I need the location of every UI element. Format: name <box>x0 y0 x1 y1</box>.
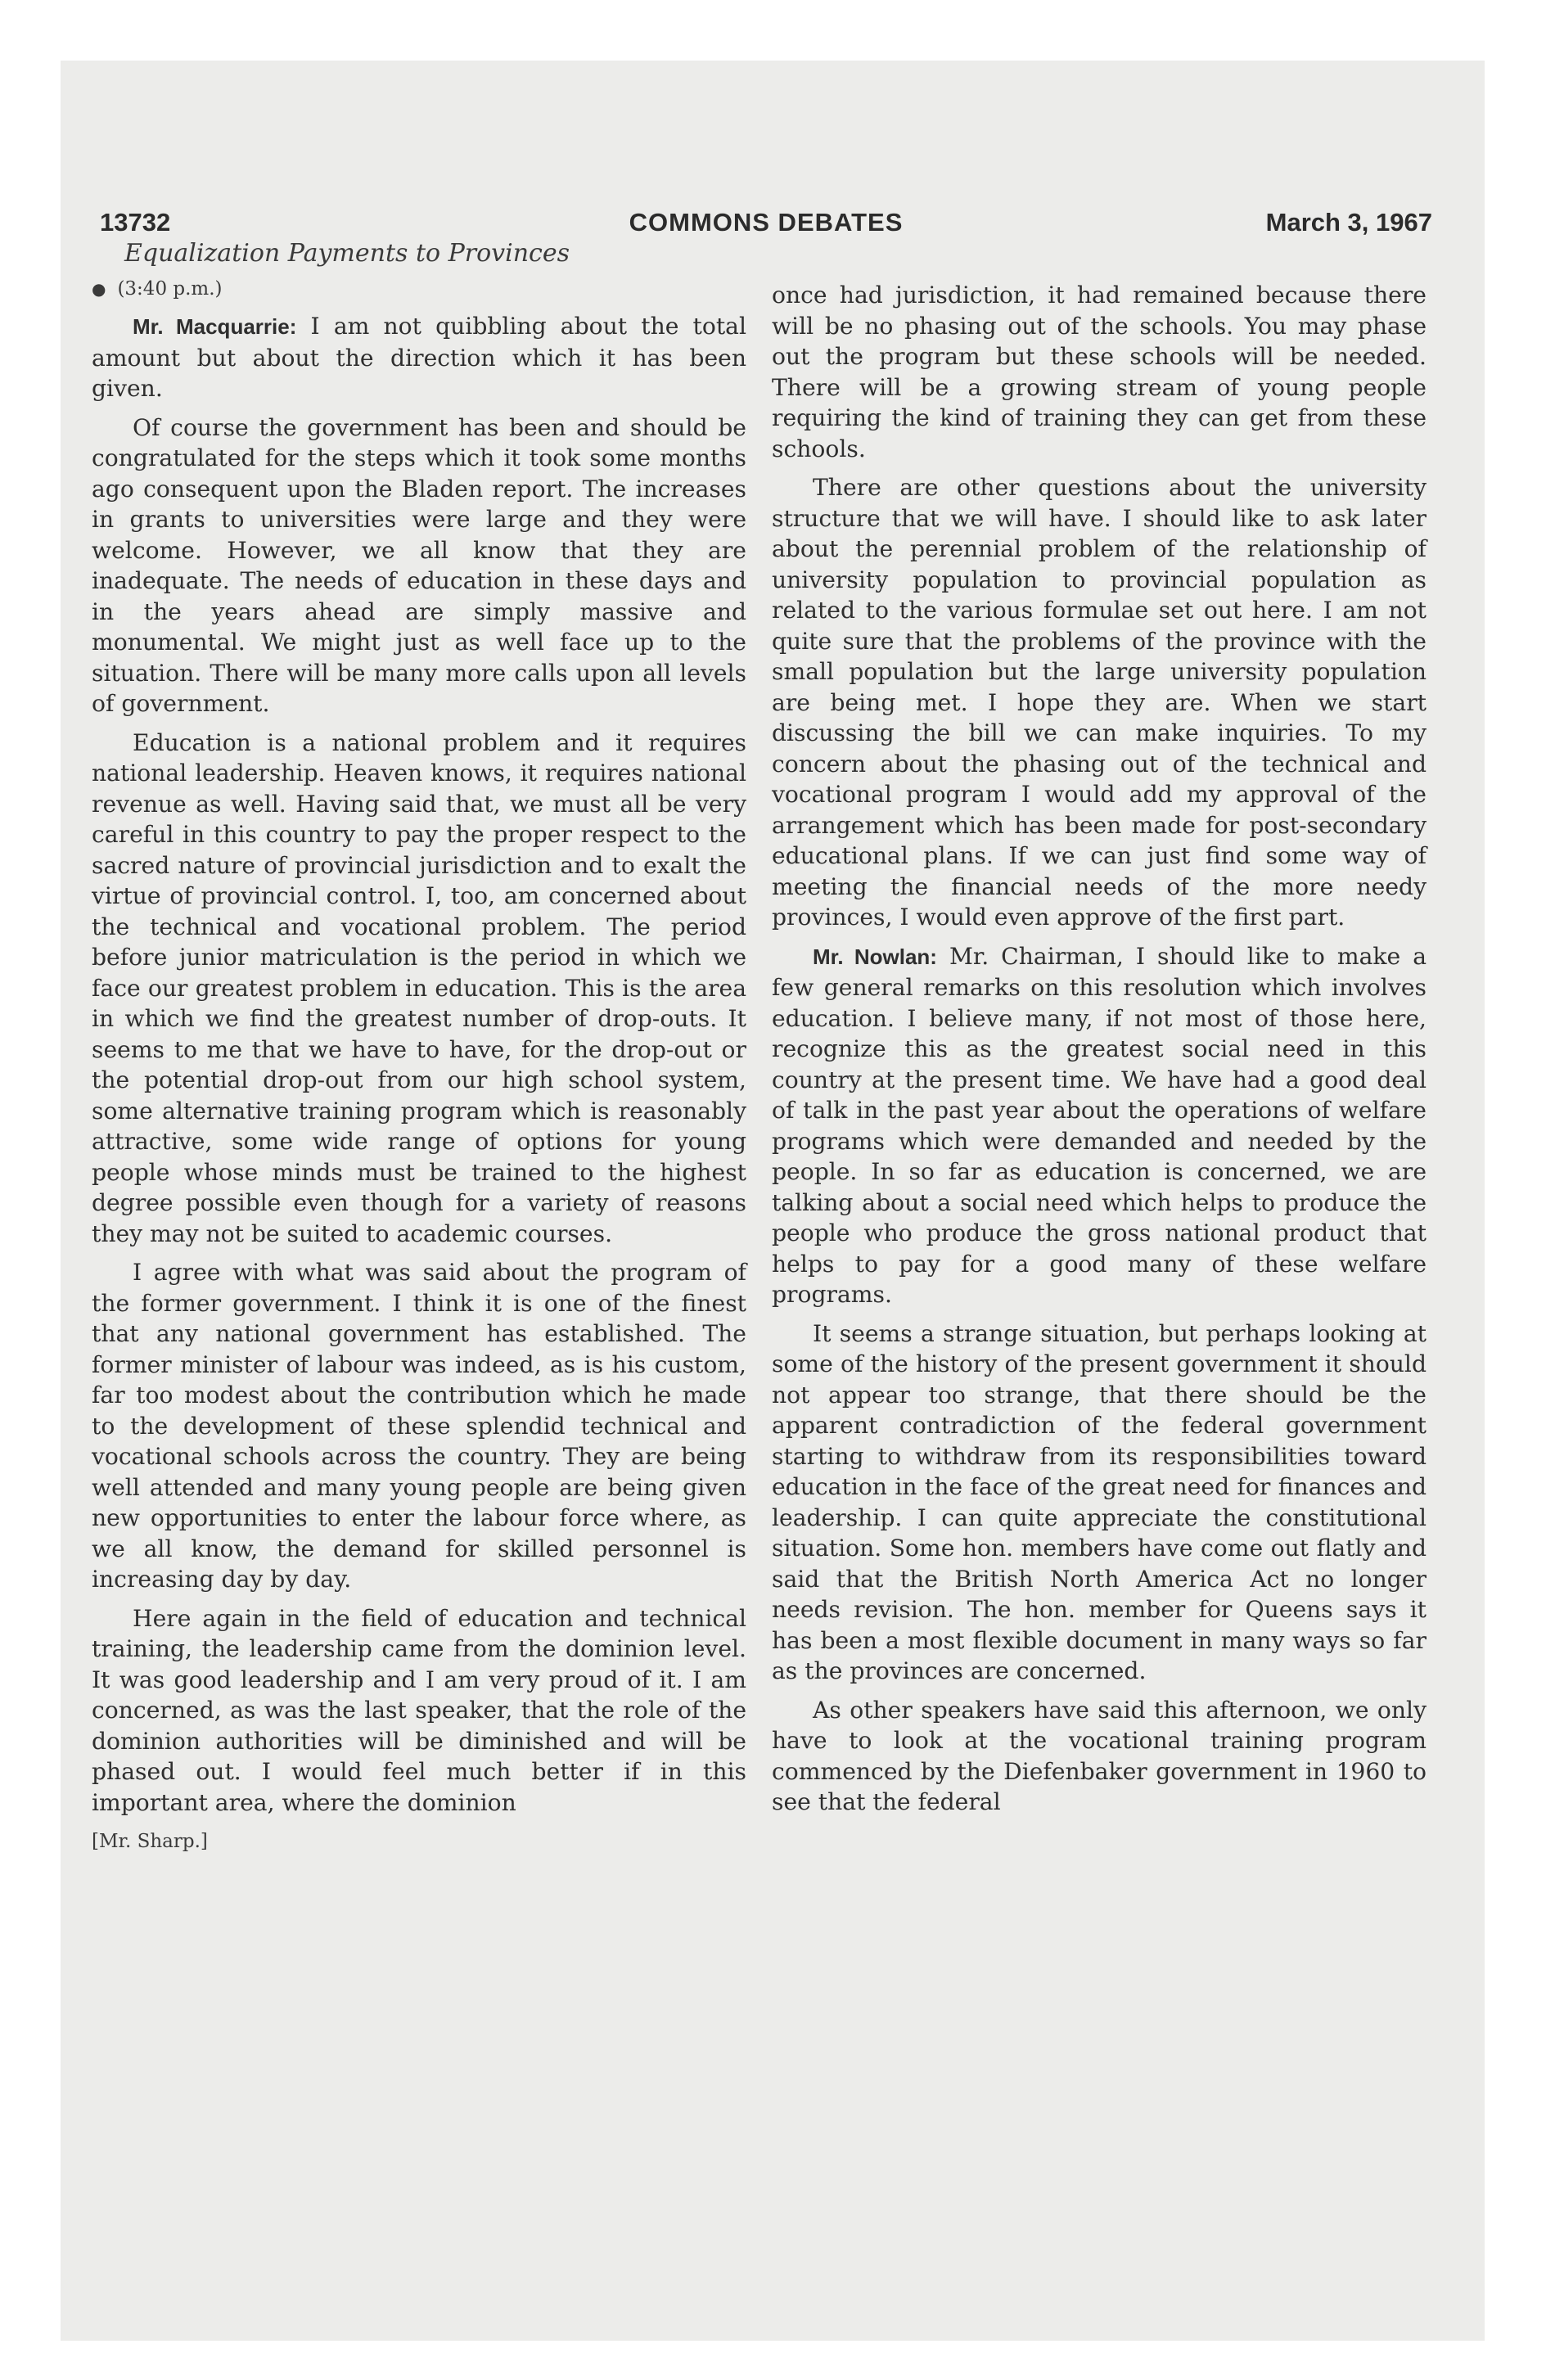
publication-title: COMMONS DEBATES <box>629 208 904 237</box>
footer-speaker-note: [Mr. Sharp.] <box>92 1831 208 1852</box>
page-number: 13732 <box>100 208 171 237</box>
left-column <box>92 311 746 1826</box>
paragraph <box>92 311 746 404</box>
section-subheading: Equalization Payments to Provinces <box>124 239 570 268</box>
paragraph-text: Mr. Chairman, I should like to make a few general remarks on this resolution which involves education. I believe many, if not most of those here, recognize this as the greatest social need in this country at the present time. We have had a good deal of talk in the past year about the operations of welfare programs which were demanded and needed by the people. In so far as education is concerned, we are talking about a social need which helps to produce the people who produce the gross national product that helps to pay for a good many of these welfare programs. <box>772 942 1427 1308</box>
timestamp <box>92 278 223 300</box>
paragraph: Of course the government has been and should be congratulated for the steps which it took some months ago consequent upon the Bladen report. The increases in grants to universities were large and they were welcome. However, we all know that they are inadequate. The needs of education in these days and in the years ahead are simply massive and monumental. We might just as well face up to the situation. There will be many more calls upon all levels of government. <box>92 413 746 717</box>
paragraph-text: I am not quibbling about the total amount but about the direction which it has been given. <box>92 313 747 402</box>
timestamp-text: (3:40 p.m.) <box>117 278 223 300</box>
speaker-name: Mr. Nowlan: <box>813 944 937 969</box>
bullet-icon: ● <box>92 279 106 299</box>
right-column <box>772 280 1427 1826</box>
paragraph: Here again in the field of education and technical training, the leadership came from the dominion level. It was good leadership and I am very proud of it. I am concerned, as was the last speaker, that the role of the dominion authorities will be diminished and will be phased out. I would feel much better if in this important area, where the dominion <box>92 1604 746 1816</box>
paragraph: As other speakers have said this afternoon, we only have to look at the vocational training program commenced by the Diefenbaker government in 1960 to see that the federal <box>772 1696 1427 1815</box>
paragraph: It seems a strange situation, but perhaps looking at some of the history of the present government it should not appear too strange, that there should be the apparent contradiction of the federal government starting to withdraw from its responsibilities toward education in the face of the great need for finances and leadership. I can quite appreciate the constitutional situation. Some hon. members have come out flatly and said that the British North America Act no longer needs revision. The hon. member for Queens says it has been a most flexible document in many ways so far as the provinces are concerned. <box>772 1319 1427 1684</box>
paragraph: There are other questions about the university structure that we will have. I should like to ask later about the perennial problem of the relationship of university population to provincial population as related to the various formulae set out here. I am not quite sure that the problems of the province with the small population but the large university population are being met. I hope they are. When we start discussing the bill we can make inquiries. To my concern about the phasing out of the technical and vocational program I would add my approval of the arrangement which has been made for post-secondary educational plans. If we can just find some way of meeting the financial needs of the more needy provinces, I would even approve of the first part. <box>772 474 1427 931</box>
speaker-name: Mr. Macquarrie: <box>133 314 297 339</box>
paragraph <box>772 941 1427 1310</box>
page-date: March 3, 1967 <box>1265 208 1432 237</box>
paragraph: Education is a national problem and it requires national leadership. Heaven knows, it requires national revenue as well. Having said that, we must all be very careful in this country to pay the proper respect to the sacred nature of provincial jurisdiction and to exalt the virtue of provincial control. I, too, am concerned about the technical and vocational problem. The period before junior matriculation is the period in which we face our greatest problem in education. This is the area in which we find the greatest number of drop-outs. It seems to me that we have to have, for the drop-out or the potential drop-out from our high school system, some alternative training program which is reasonably attractive, some wide range of options for young people whose minds must be trained to the highest degree possible even though for a variety of reasons they may not be suited to academic courses. <box>92 728 746 1247</box>
paragraph: once had jurisdiction, it had remained because there will be no phasing out of the schools. You may phase out the program but these schools will be needed. There will be a growing stream of young people requiring the kind of training they can get from these schools. <box>772 282 1427 462</box>
paragraph: I agree with what was said about the program of the former government. I think it is one of the finest that any national government has established. The former minister of labour was indeed, as is his custom, far too modest about the contribution which he made to the development of these splendid technical and vocational schools across the country. They are being well attended and many young people are being given new opportunities to enter the labour force where, as we all know, the demand for skilled personnel is increasing day by day. <box>92 1259 746 1593</box>
